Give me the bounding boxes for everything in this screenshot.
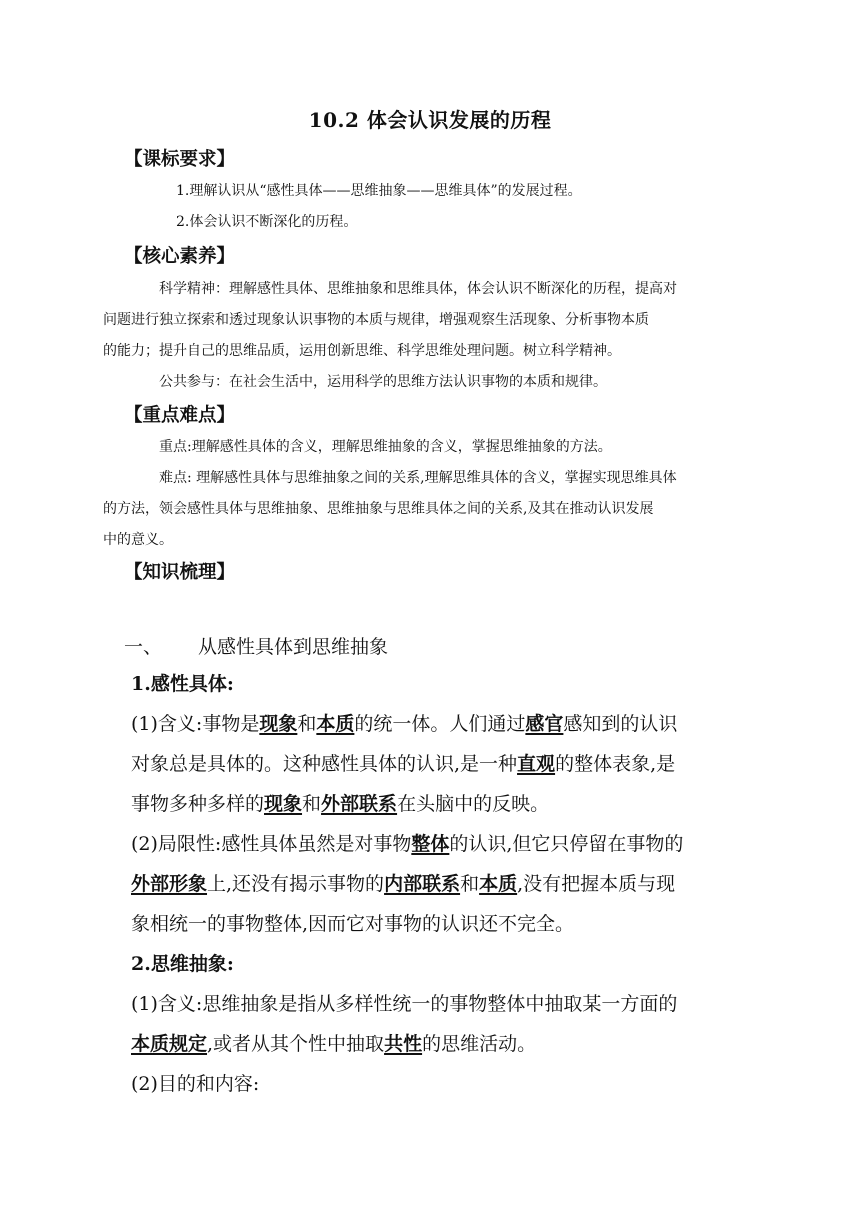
- section-one-title: 一、 从感性具体到思维抽象: [124, 636, 389, 658]
- limitation-paragraph: (2)局限性:感性具体虽然是对事物整体的认识,但它只停留在事物的 外部形象上,还没有揭示事物的内部联系和本质,没有把握本质与现 象相统一的事物整体,因而它对事物的认识还不完全。: [131, 833, 684, 935]
- knowledge-heading: 【知识梳理】: [124, 562, 236, 583]
- keyword: 外部联系: [321, 793, 398, 815]
- curriculum-heading: 【课标要求】: [124, 149, 236, 170]
- difficult-point: 难点: 理解感性具体与思维抽象之间的关系,理解思维具体的含义，掌握实现思维具体 的方法，领会感性具体与思维抽象、思维抽象与思维具体之间的关系,及其在推动认识发展 中的意义。: [103, 470, 677, 548]
- curriculum-list: [131, 176, 731, 238]
- knowledge-body: [131, 664, 731, 1104]
- keyword: 本质规定: [131, 1033, 208, 1055]
- keyword: 内部联系: [384, 873, 461, 895]
- core-body: [103, 274, 731, 398]
- keyword: 本质: [479, 873, 518, 895]
- core-paragraph-1: 科学精神：理解感性具体、思维抽象和思维具体，体会认识不断深化的历程，提高对 问题进行独立探索和透过现象认识事物的本质与规律，增强观察生活现象、分析事物本质 的能力；提升自己的思维品质，运用创新思维、科学思维处理问题。树立科学精神。: [103, 281, 677, 359]
- keyword: 外部形象: [131, 873, 208, 895]
- subsection-title: 1.感性具体:: [131, 673, 234, 695]
- keyword: 感官: [525, 713, 564, 735]
- key-body: [103, 432, 731, 556]
- page-title: 10.2 体会认识发展的历程: [308, 108, 552, 132]
- subsection-title: 2.思维抽象:: [131, 953, 234, 975]
- keyword: 直观: [517, 753, 556, 775]
- curriculum-item: 1.理解认识从“感性具体——思维抽象——思维具体”的发展过程。: [176, 183, 582, 199]
- purpose-paragraph: (2)目的和内容:: [131, 1073, 260, 1095]
- keyword: 整体: [411, 833, 450, 855]
- core-heading: 【核心素养】: [124, 246, 236, 267]
- curriculum-item: 2.体会认识不断深化的历程。: [176, 214, 358, 230]
- keyword: 共性: [384, 1033, 423, 1055]
- definition-paragraph: (1)含义:思维抽象是指从多样性统一的事物整体中抽取某一方面的 本质规定,或者从其个性中抽取共性的思维活动。: [131, 993, 678, 1055]
- definition-paragraph: (1)含义:事物是现象和本质的统一体。人们通过感官感知到的认识 对象总是具体的。这种感性具体的认识,是一种直观的整体表象,是 事物多种多样的现象和外部联系在头脑中的反映。: [131, 713, 678, 815]
- focus-point: 重点:理解感性具体的含义，理解思维抽象的含义，掌握思维抽象的方法。: [159, 439, 612, 455]
- key-heading: 【重点难点】: [124, 405, 236, 426]
- keyword: 现象: [259, 713, 298, 735]
- keyword: 本质: [316, 713, 355, 735]
- keyword: 现象: [264, 793, 303, 815]
- core-paragraph-2: 公共参与：在社会生活中，运用科学的思维方法认识事物的本质和规律。: [159, 374, 607, 390]
